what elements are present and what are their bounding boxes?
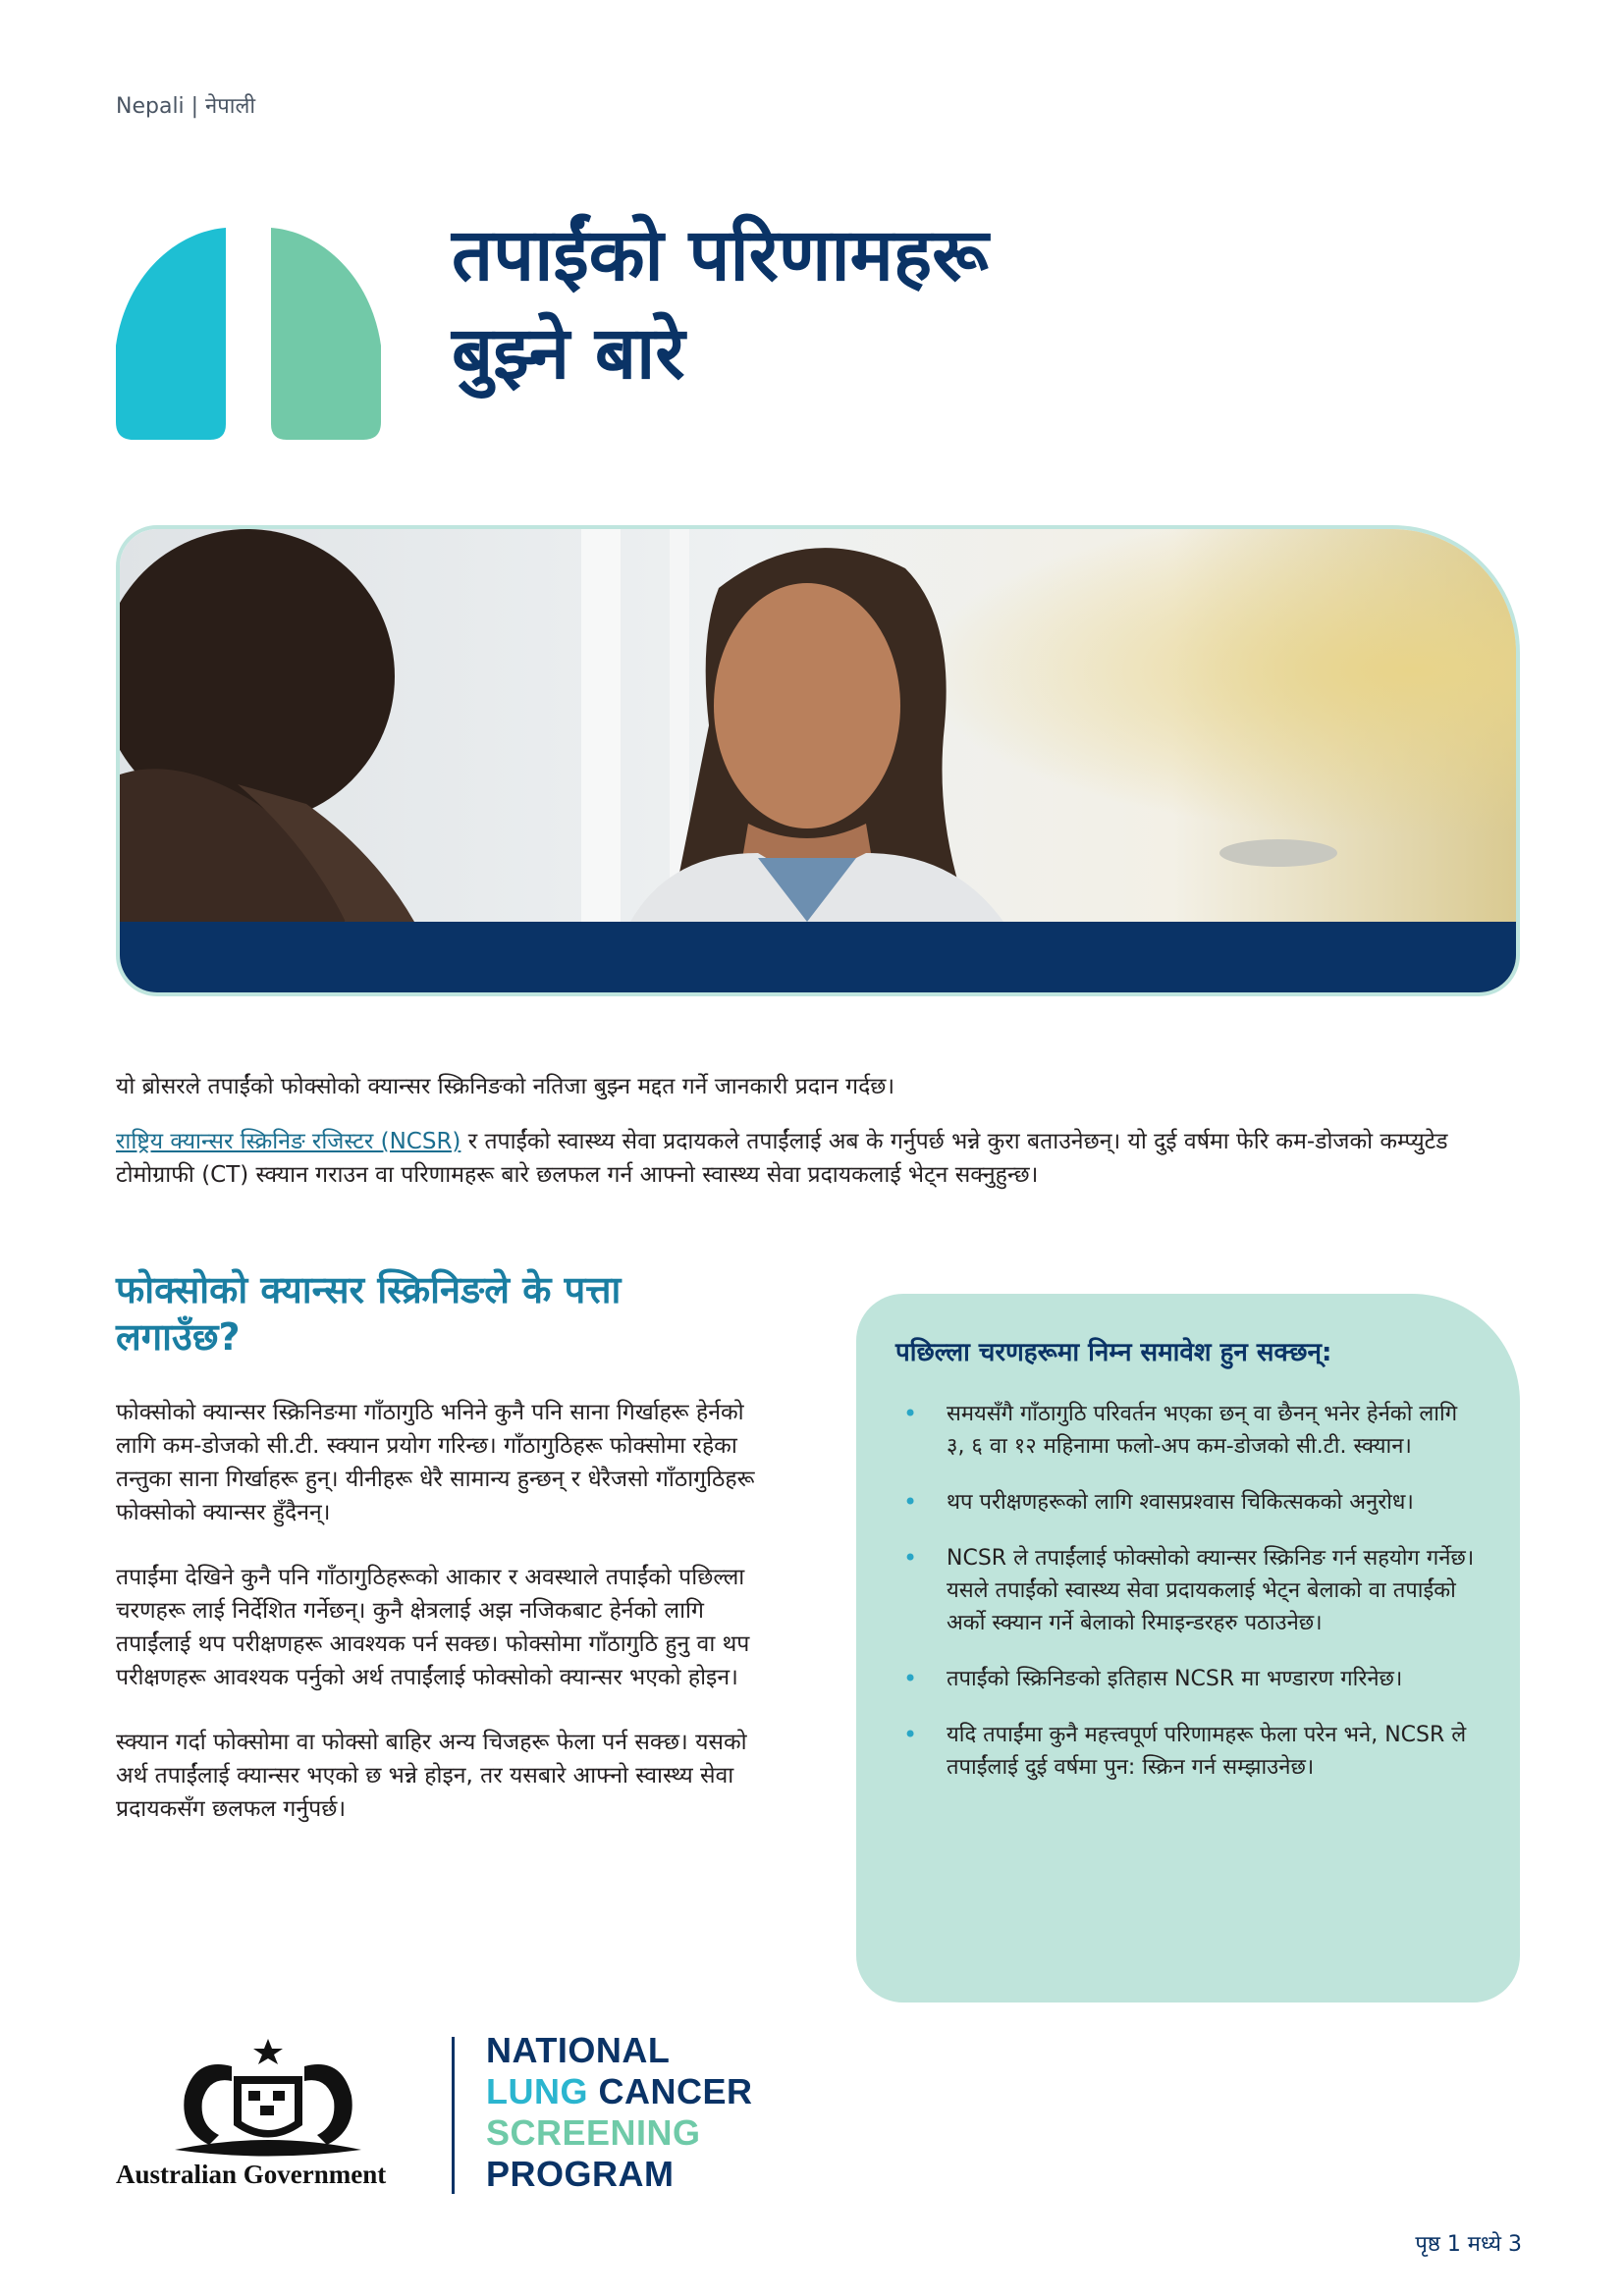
intro-paragraph-2-text: र तपाईंको स्वास्थ्य सेवा प्रदायकले तपाईंलाई अब के गर्नुपर्छ भन्ने कुरा बताउनेछन्। यो दुई वर्षमा फेरि कम-डोजको कम्प्युटेड टोमोग्राफी (CT) स्क्यान गराउन वा परिणामहरू बारे छलफल गर्न आफ्नो स्वास्थ्य सेवा प्रदायकलाई भेट्न सक्नुहुन्छ। bbox=[116, 1129, 1448, 1188]
list-item: • तपाईंको स्क्रिनिङको इतिहास NCSR मा भण्डारण गरिनेछ। bbox=[895, 1663, 1477, 1695]
program-logo-line-4: PROGRAM bbox=[486, 2154, 675, 2194]
program-logo-line-2 bbox=[486, 2071, 753, 2112]
program-logo-line-1: NATIONAL bbox=[486, 2030, 671, 2070]
list-item: • थप परीक्षणहरूको लागि श्वासप्रश्वास चिकित्सकको अनुरोध। bbox=[895, 1486, 1477, 1519]
page-title-line-2: बुझ्ने बारे bbox=[452, 311, 685, 396]
list-item: • समयसँगै गाँठागुठि परिवर्तन भएका छन् वा छैनन् भनेर हेर्नको लागि ३, ६ वा १२ महिनामा फलो-अप कम-डोजको सी.टी. स्क्यान। bbox=[895, 1398, 1477, 1463]
ncsr-link[interactable]: राष्ट्रिय क्यान्सर स्क्रिनिङ रजिस्टर (NCSR) bbox=[116, 1129, 461, 1154]
section-paragraph: स्क्यान गर्दा फोक्सोमा वा फोक्सो बाहिर अन्य चिजहरू फेला पर्न सक्छ। यसको अर्थ तपाईंलाई क्यान्सर भएको छ भन्ने होइन, तर यसबारे आफ्नो स्वास्थ्य सेवा प्रदायकसँग छलफल गर्नुपर्छ। bbox=[116, 1730, 747, 1822]
language-label: Nepali | नेपाली bbox=[116, 94, 256, 119]
footer-divider bbox=[452, 2037, 455, 2194]
program-logo-line-3: SCREENING bbox=[486, 2112, 701, 2153]
list-item: • NCSR ले तपाईंलाई फोक्सोको क्यान्सर स्क्रिनिङ गर्न सहयोग गर्नेछ। यसले तपाईंको स्वास्थ्य सेवा प्रदायकलाई भेट्न बेलाको वा तपाईंको अर्को स्क्यान गर्ने बेलाको रिमाइन्डरहरु पठाउनेछ। bbox=[895, 1542, 1477, 1639]
list-item: • यदि तपाईंमा कुनै महत्त्वपूर्ण परिणामहरू फेला परेन भने, NCSR ले तपाईंलाई दुई वर्षमा पुन: स्क्रिन गर्न सम्झाउनेछ। bbox=[895, 1719, 1477, 1784]
intro-text bbox=[116, 1070, 1520, 1213]
next-steps-list bbox=[895, 1398, 1477, 1784]
next-steps-panel bbox=[856, 1294, 1520, 2002]
program-logo-lung: LUNG bbox=[486, 2071, 588, 2111]
hero-photo bbox=[116, 525, 1520, 996]
section-body bbox=[116, 1396, 774, 1857]
government-name: Australian Government bbox=[116, 2160, 387, 2189]
program-logo bbox=[486, 2030, 753, 2195]
coat-of-arms-icon bbox=[116, 2037, 420, 2164]
lungs-logo-icon bbox=[116, 228, 381, 440]
page-title bbox=[452, 206, 1434, 402]
page-title-line-1: तपाईंको परिणामहरू bbox=[452, 213, 989, 297]
section-heading: फोक्सोको क्यान्सर स्क्रिनिङले के पत्ता लगाउँछ? bbox=[116, 1268, 622, 1359]
intro-paragraph-2 bbox=[116, 1125, 1520, 1192]
section-paragraph: फोक्सोको क्यान्सर स्क्रिनिङमा गाँठागुठि भनिने कुनै पनि साना गिर्खाहरू हेर्नको लागि कम-डोजको सी.टी. स्क्यान प्रयोग गरिन्छ। गाँठागुठिहरू फोक्सोमा रहेका तन्तुका साना गिर्खाहरू हुन्। यीनीहरू धेरै सामान्य हुन्छन् र धेरैजसो गाँठागुठिहरू फोक्सोको क्यान्सर हुँदैनन्। bbox=[116, 1400, 755, 1525]
section-paragraph: तपाईंमा देखिने कुनै पनि गाँठागुठिहरूको आकार र अवस्थाले तपाईंको पछिल्ला चरणहरू लाई निर्देशित गर्नेछन्। कुनै क्षेत्रलाई अझ नजिकबाट हेर्नको लागि तपाईंलाई थप परीक्षणहरू आवश्यक पर्न सक्छ। फोक्सोमा गाँठागुठि हुनु वा थप परीक्षणहरू आवश्यक पर्नुको अर्थ तपाईंलाई फोक्सोको क्यान्सर भएको होइन। bbox=[116, 1565, 750, 1690]
intro-paragraph-1: यो ब्रोसरले तपाईंको फोक्सोको क्यान्सर स्क्रिनिङको नतिजा बुझ्न मद्दत गर्ने जानकारी प्रदान गर्दछ। bbox=[116, 1074, 895, 1099]
page-number: पृष्ठ 1 मध्ये 3 bbox=[1415, 2232, 1522, 2257]
panel-title: पछिल्ला चरणहरूमा निम्न समावेश हुन सक्छन्: bbox=[895, 1338, 1332, 1367]
program-logo-cancer: CANCER bbox=[588, 2071, 753, 2111]
